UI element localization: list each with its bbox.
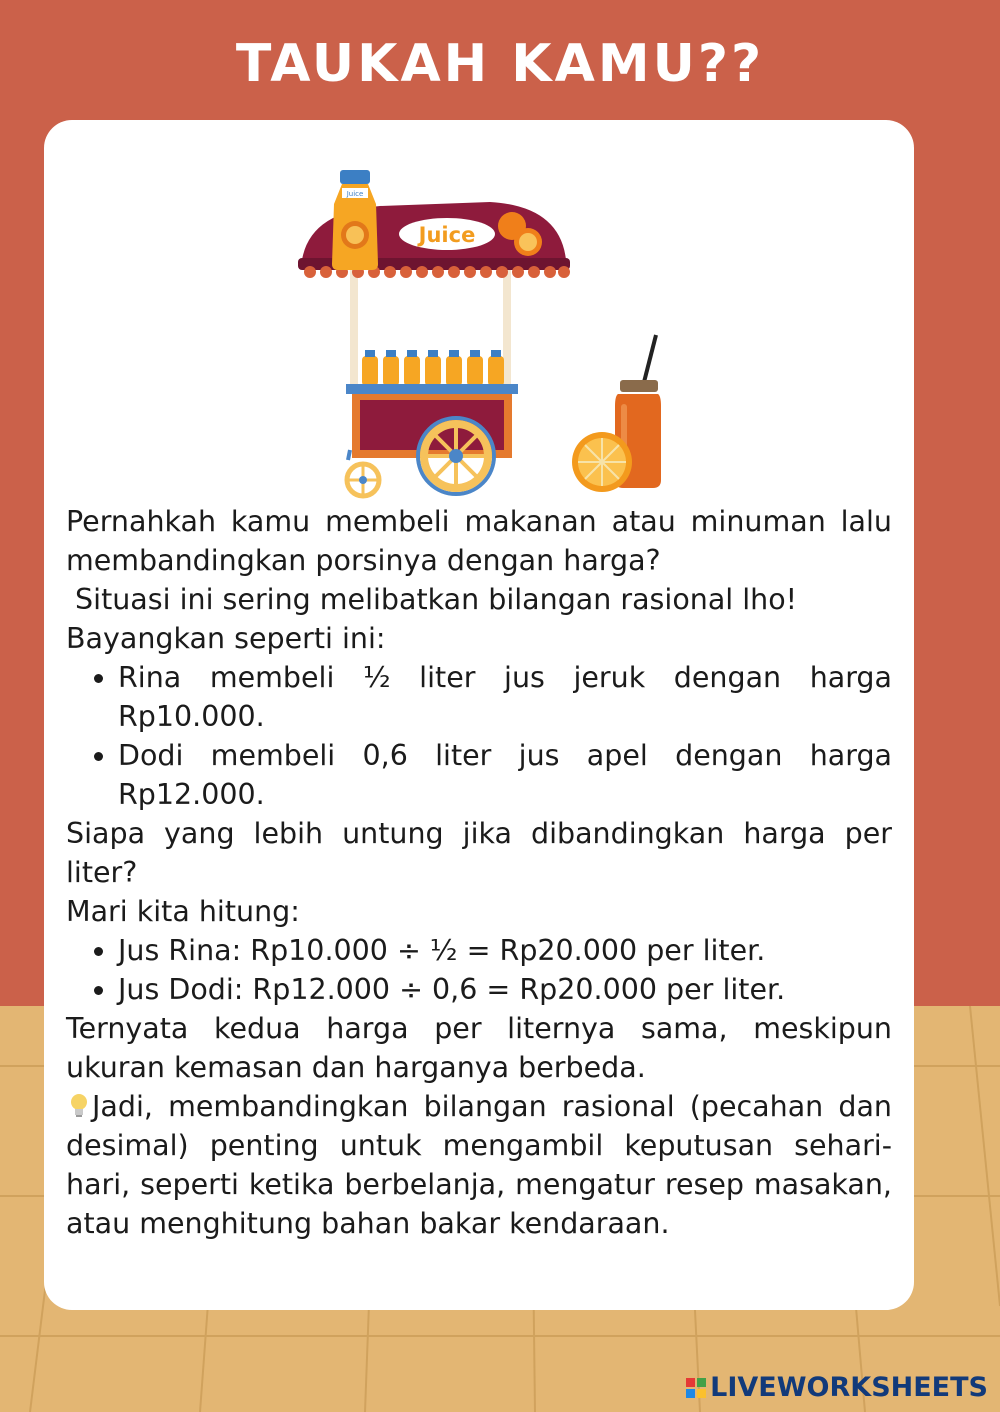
cart-wheel-small — [347, 464, 379, 496]
conclusion-paragraph — [66, 1087, 892, 1243]
main-text — [66, 502, 892, 1243]
result-paragraph: Ternyata kedua harga per liternya sama, meskipun ukuran kemasan dan harganya berbeda. — [66, 1012, 892, 1084]
juice-cart-illustration — [290, 160, 690, 500]
intro-paragraph: Pernahkah kamu membeli makanan atau minuman lalu membandingkan porsinya dengan harga? — [66, 505, 892, 577]
cart-wheel-big — [418, 418, 494, 494]
imagine-paragraph: Bayangkan seperti ini: — [66, 622, 386, 655]
bottle-row — [362, 350, 504, 386]
svg-text:Juice: Juice — [346, 190, 364, 198]
list-item: • Jus Dodi: Rp12.000 ÷ 0,6 = Rp20.000 per liter. — [118, 970, 892, 1009]
calc-intro-paragraph: Mari kita hitung: — [66, 895, 300, 928]
orange-slice-icon — [572, 432, 632, 492]
scenario-list — [66, 658, 892, 814]
page-title: TAUKAH KAMU?? — [235, 34, 765, 94]
list-item: • Rina membeli ½ liter jus jeruk dengan harga Rp10.000. — [118, 658, 892, 736]
list-item: • Dodi membeli 0,6 liter jus apel dengan harga Rp12.000. — [118, 736, 892, 814]
cart-counter — [346, 384, 518, 394]
juice-sign-text: Juice — [418, 223, 476, 247]
calc-list — [66, 931, 892, 1009]
cart-pole-left — [350, 270, 358, 390]
question-paragraph: Siapa yang lebih untung jika dibandingkan harga per liter? — [66, 817, 892, 889]
juice-bottle-icon — [332, 170, 378, 270]
liveworksheets-logo[interactable] — [686, 1372, 988, 1403]
liveworksheets-brand-text: LIVEWORKSHEETS — [710, 1372, 988, 1403]
liveworksheets-logo-icon — [686, 1378, 706, 1398]
conclusion-text: Jadi, membandingkan bilangan rasional (pecahan dan desimal) penting untuk mengambil keputusan sehari-hari, seperti ketika berbelanja, mengatur resep masakan, atau menghitung bahan bakar kendaraan. — [66, 1090, 892, 1240]
cart-pole-right — [503, 270, 511, 390]
lightbulb-icon — [66, 1087, 92, 1126]
intro-paragraph-2: Situasi ini sering melibatkan bilangan rasional lho! — [66, 583, 798, 616]
list-item: • Jus Rina: Rp10.000 ÷ ½ = Rp20.000 per liter. — [118, 931, 892, 970]
